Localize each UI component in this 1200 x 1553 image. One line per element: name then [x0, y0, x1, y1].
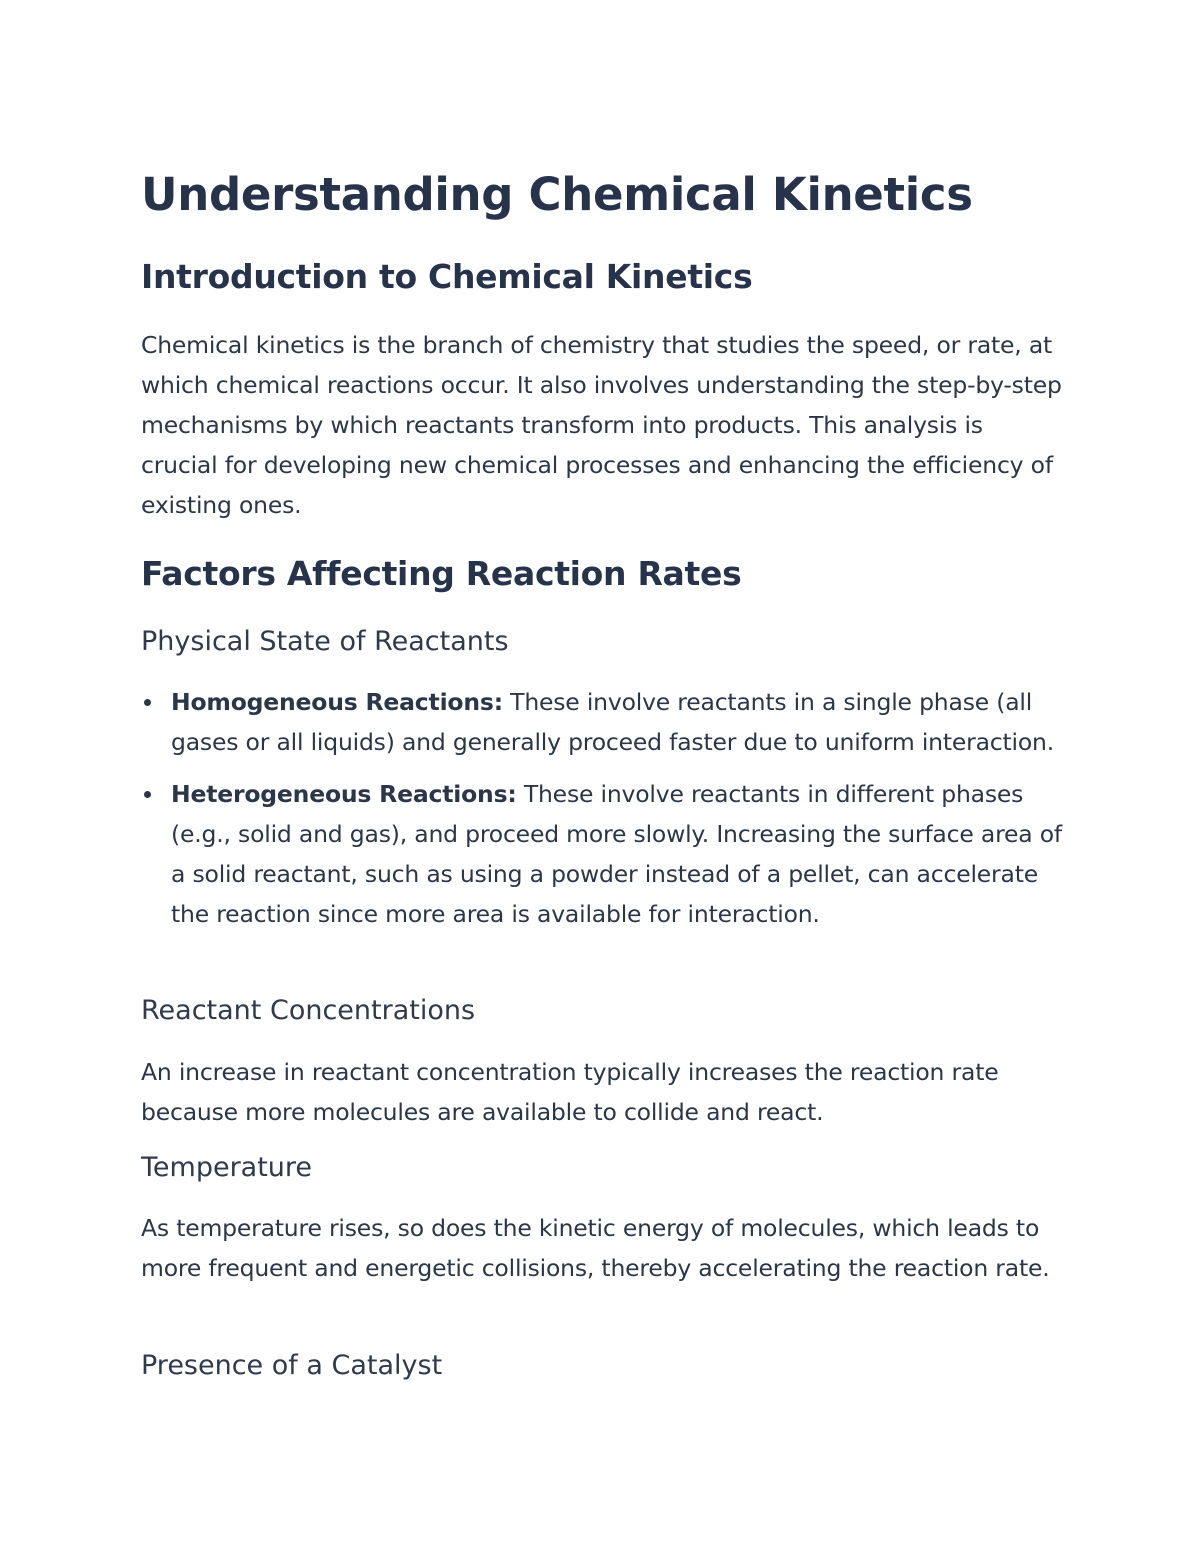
concentrations-paragraph: An increase in reactant concentration typically increases the reaction rate because more molecules are available to collide and react. — [141, 1058, 999, 1126]
list-item-term: Heterogeneous Reactions: — [171, 780, 517, 808]
list-item-text: These involve reactants in a single phase (all gases or all liquids) and generally proceed faster due to uniform interaction. — [171, 688, 1054, 756]
subsection-heading-temperature: Temperature — [141, 1152, 313, 1183]
section-heading-introduction: Introduction to Chemical Kinetics — [141, 257, 753, 296]
introduction-paragraph: Chemical kinetics is the branch of chemistry that studies the speed, or rate, at which chemical reactions occur. It also involves understanding the step-by-step mechanisms by which reactants transform into products. This analysis is crucial for developing new chemical processes and enhancing the efficiency of existing ones. — [141, 331, 1062, 519]
page-title: Understanding Chemical Kinetics — [141, 168, 973, 221]
subsection-heading-concentrations: Reactant Concentrations — [141, 995, 476, 1026]
list-item-text: These involve reactants in different phases (e.g., solid and gas), and proceed more slowly. Increasing the surface area of a solid reactant, such as using a powder instead of a pellet, can accelerate the reaction since more area is available for interaction. — [171, 780, 1063, 928]
bullet-icon — [144, 791, 151, 798]
list-item-term: Homogeneous Reactions: — [171, 688, 503, 716]
physical-state-list — [141, 682, 1066, 934]
section-heading-factors: Factors Affecting Reaction Rates — [141, 554, 742, 593]
list-item-heterogeneous — [141, 774, 1066, 934]
subsection-heading-catalyst: Presence of a Catalyst — [141, 1350, 443, 1381]
temperature-paragraph: As temperature rises, so does the kinetic energy of molecules, which leads to more frequent and energetic collisions, thereby accelerating the reaction rate. — [141, 1214, 1050, 1282]
bullet-icon — [144, 699, 151, 706]
subsection-heading-physical-state: Physical State of Reactants — [141, 626, 509, 657]
list-item-homogeneous — [141, 682, 1066, 762]
